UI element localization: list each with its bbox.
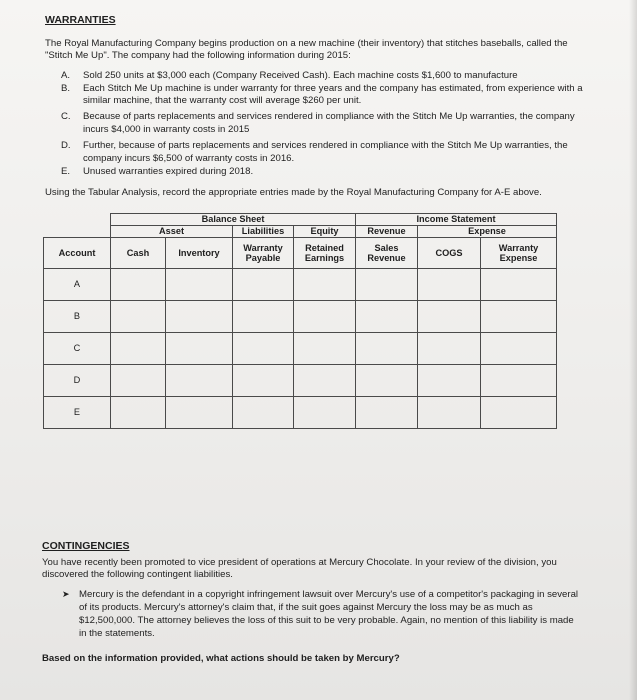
sales-revenue-col-header: [356, 238, 418, 269]
bullet-line-4: in the statements.: [79, 628, 155, 639]
table-cell[interactable]: [111, 301, 166, 333]
item-d-letter: D.: [61, 140, 71, 151]
asset-header: Asset: [111, 226, 233, 238]
table-cell[interactable]: [418, 269, 481, 301]
item-a-letter: A.: [61, 70, 71, 81]
table-cell[interactable]: [294, 365, 356, 397]
warranties-heading: WARRANTIES: [45, 14, 116, 26]
page-shadow: [629, 0, 637, 700]
table-cell[interactable]: [418, 333, 481, 365]
retained-earnings-line1: Retained: [305, 242, 344, 253]
row-label-d: D: [44, 365, 111, 397]
item-c-text-1: Because of parts replacements and services rendered in compliance with the Stitch Me Up warranties, the company: [83, 111, 575, 122]
income-statement-header: Income Statement: [356, 214, 557, 226]
table-cell[interactable]: [356, 269, 418, 301]
table-cell[interactable]: [166, 301, 233, 333]
table-cell[interactable]: [294, 301, 356, 333]
item-e-letter: E.: [61, 166, 71, 177]
table-cell[interactable]: [233, 397, 294, 429]
revenue-header: Revenue: [356, 226, 418, 238]
table-cell[interactable]: [418, 301, 481, 333]
liabilities-header: Liabilities: [233, 226, 294, 238]
blank-cell: [44, 226, 111, 238]
table-cell[interactable]: [166, 269, 233, 301]
table-cell[interactable]: [481, 365, 557, 397]
warranty-payable-line2: Payable: [245, 253, 281, 263]
table-cell[interactable]: [294, 269, 356, 301]
row-label-c: C: [44, 333, 111, 365]
table-cell[interactable]: [356, 397, 418, 429]
item-b-text-2: similar machine, that the warranty cost will average $260 per unit.: [83, 95, 362, 106]
table-row: [44, 269, 557, 301]
item-e-text: Unused warranties expired during 2018.: [83, 166, 254, 177]
table-cell[interactable]: [166, 397, 233, 429]
table-cell[interactable]: [356, 365, 418, 397]
table-row: [44, 365, 557, 397]
blank-corner: [44, 214, 111, 226]
warranty-payable-line1: Warranty: [243, 242, 283, 253]
account-col-header: Account: [44, 238, 111, 269]
arrow-bullet-icon: ➤: [62, 589, 70, 599]
table-cell[interactable]: [418, 397, 481, 429]
warranty-expense-col-header: [481, 238, 557, 269]
item-d-text-1: Further, because of parts replacements and services rendered in compliance with the Stitch Me Up warranties, the: [83, 140, 568, 151]
table-cell[interactable]: [294, 333, 356, 365]
warranty-payable-col-header: [233, 238, 294, 269]
table-row: [44, 397, 557, 429]
item-d-text-2: company incurs $6,500 of warranty costs in 2016.: [83, 153, 295, 164]
tabular-analysis-table: [43, 213, 557, 429]
cash-col-header: Cash: [111, 238, 166, 269]
item-c-letter: C.: [61, 111, 71, 122]
row-label-e: E: [44, 397, 111, 429]
sales-revenue-line2: Revenue: [367, 253, 406, 263]
table-cell[interactable]: [356, 301, 418, 333]
item-c-text-2: incurs $4,000 in warranty costs in 2015: [83, 124, 250, 135]
table-cell[interactable]: [233, 301, 294, 333]
table-cell[interactable]: [481, 269, 557, 301]
table-cell[interactable]: [356, 333, 418, 365]
contingencies-question: Based on the information provided, what actions should be taken by Mercury?: [42, 653, 400, 664]
bullet-line-2: of its products. Mercury's attorney's claim that, if the suit goes against Mercury the loss may be as much as: [79, 602, 533, 613]
table-cell[interactable]: [294, 397, 356, 429]
table-cell[interactable]: [166, 333, 233, 365]
table-cell[interactable]: [233, 269, 294, 301]
table-cell[interactable]: [166, 365, 233, 397]
retained-earnings-col-header: [294, 238, 356, 269]
warranty-expense-line1: Warranty: [498, 242, 539, 253]
contingencies-heading: CONTINGENCIES: [42, 540, 130, 552]
expense-header: Expense: [418, 226, 557, 238]
retained-earnings-line2: Earnings: [304, 253, 345, 263]
table-cell[interactable]: [418, 365, 481, 397]
table-cell[interactable]: [233, 365, 294, 397]
table-row: [44, 333, 557, 365]
bullet-line-3: $12,500,000. The attorney believes the loss of this suit to be very probable. Again, no mention of this liability is made: [79, 615, 574, 626]
warranties-intro-line1: The Royal Manufacturing Company begins production on a new machine (their inventory) that stitches baseballs, called the: [45, 38, 568, 49]
item-a-text: Sold 250 units at $3,000 each (Company Received Cash). Each machine costs $1,600 to manufacture: [83, 70, 518, 81]
table-cell[interactable]: [111, 333, 166, 365]
warranty-expense-line2: Expense: [499, 253, 538, 263]
balance-sheet-header: Balance Sheet: [111, 214, 356, 226]
row-label-a: A: [44, 269, 111, 301]
item-b-letter: B.: [61, 83, 71, 94]
cogs-col-header: COGS: [418, 238, 481, 269]
table-cell[interactable]: [111, 365, 166, 397]
inventory-col-header: Inventory: [166, 238, 233, 269]
bullet-line-1: Mercury is the defendant in a copyright infringement lawsuit over Mercury's use of a competitor's packaging in several: [79, 589, 579, 600]
contingencies-intro-line1: You have recently been promoted to vice president of operations at Mercury Chocolate. In your review of the division, you: [42, 557, 557, 568]
table-cell[interactable]: [481, 301, 557, 333]
item-b-text-1: Each Stitch Me Up machine is under warranty for three years and the company has estimated, from experience with a: [83, 83, 583, 94]
table-cell[interactable]: [233, 333, 294, 365]
sales-revenue-line1: Sales: [374, 242, 399, 253]
table-row: [44, 301, 557, 333]
table-cell[interactable]: [111, 397, 166, 429]
warranties-intro-line2: "Stitch Me Up". The company had the following information during 2015:: [45, 50, 351, 61]
table-cell[interactable]: [481, 397, 557, 429]
equity-header: Equity: [294, 226, 356, 238]
instruction-text: Using the Tabular Analysis, record the appropriate entries made by the Royal Manufacturing Company for A-E above.: [45, 187, 542, 198]
table-cell[interactable]: [111, 269, 166, 301]
table-cell[interactable]: [481, 333, 557, 365]
contingencies-intro-line2: discovered the following contingent liabilities.: [42, 569, 233, 580]
row-label-b: B: [44, 301, 111, 333]
